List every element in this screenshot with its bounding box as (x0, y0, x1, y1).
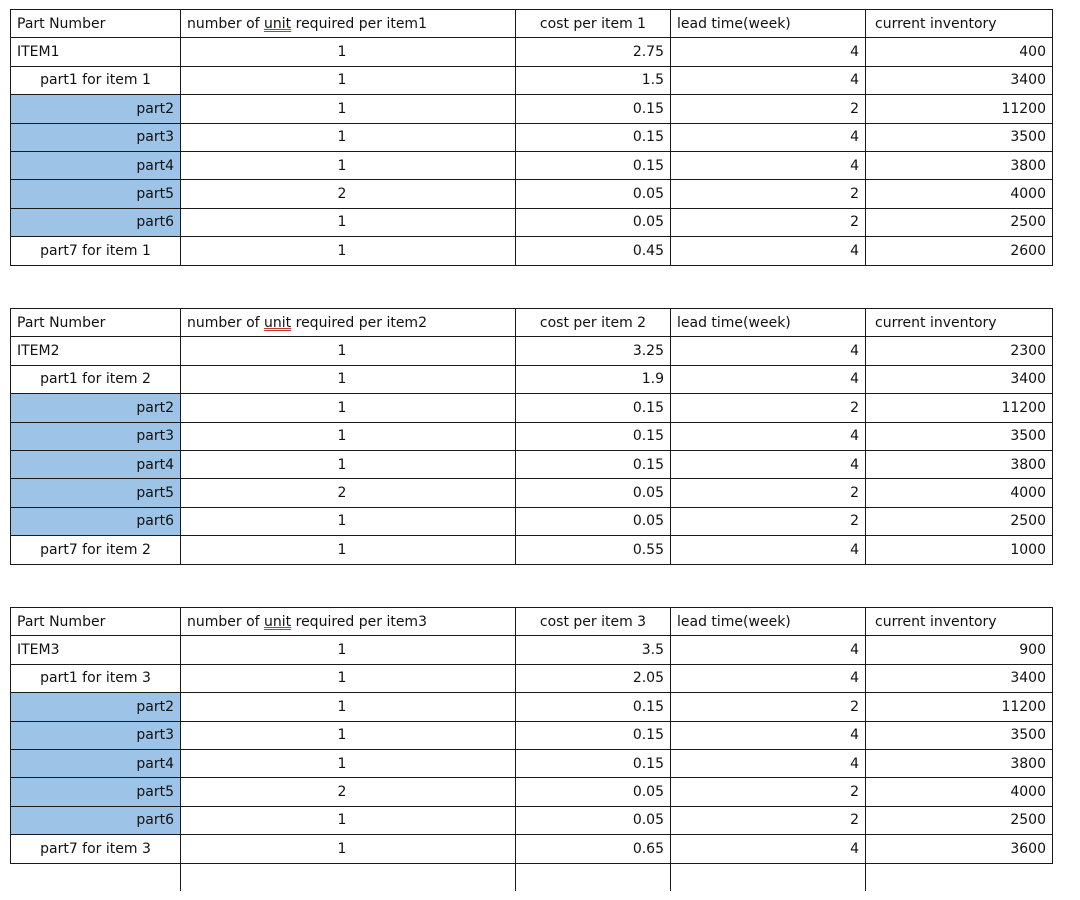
parts-table-item3 (10, 607, 1053, 891)
cell-lead-time[interactable]: 4 (671, 151, 866, 179)
cell-cost[interactable]: 0.05 (516, 806, 671, 834)
cell-units[interactable]: 1 (181, 693, 516, 721)
cell-lead-time[interactable]: 4 (671, 664, 866, 692)
cell-inventory[interactable]: 11200 (866, 95, 1053, 123)
empty-cell[interactable] (671, 863, 866, 891)
cell-lead-time[interactable]: 4 (671, 835, 866, 863)
cell-inventory[interactable]: 3400 (866, 66, 1053, 94)
parts-table-item1 (10, 9, 1053, 266)
cell-cost[interactable]: 1.5 (516, 66, 671, 94)
cell-part-highlighted[interactable]: part3 (11, 123, 181, 151)
table-row (11, 749, 1053, 777)
header-lead-time[interactable]: lead time(week) (671, 608, 866, 636)
cell-units[interactable]: 1 (181, 38, 516, 66)
cell-cost[interactable]: 1.9 (516, 365, 671, 393)
cell-units[interactable]: 1 (181, 123, 516, 151)
cell-inventory[interactable]: 2500 (866, 208, 1053, 236)
cell-part-highlighted[interactable]: part6 (11, 208, 181, 236)
cell-units[interactable]: 2 (181, 479, 516, 507)
cell-inventory[interactable]: 4000 (866, 778, 1053, 806)
table-row (11, 180, 1053, 208)
cell-inventory[interactable]: 3800 (866, 151, 1053, 179)
header-units-required[interactable] (181, 309, 516, 337)
cell-inventory[interactable]: 4000 (866, 479, 1053, 507)
table-row (11, 835, 1053, 863)
cell-part-highlighted[interactable]: part2 (11, 693, 181, 721)
cell-units[interactable]: 1 (181, 95, 516, 123)
cell-part-highlighted[interactable]: part6 (11, 806, 181, 834)
header-cost[interactable]: cost per item 2 (516, 309, 671, 337)
header-units-suffix: required per item3 (291, 613, 427, 630)
cell-lead-time[interactable]: 2 (671, 806, 866, 834)
cell-inventory[interactable]: 3800 (866, 749, 1053, 777)
cell-part-highlighted[interactable]: part5 (11, 180, 181, 208)
cell-lead-time[interactable]: 2 (671, 394, 866, 422)
cell-cost[interactable]: 2.75 (516, 38, 671, 66)
header-row (11, 608, 1053, 636)
cell-units[interactable]: 2 (181, 778, 516, 806)
cell-units[interactable]: 1 (181, 835, 516, 863)
cell-cost[interactable]: 0.15 (516, 693, 671, 721)
cell-cost[interactable]: 0.15 (516, 151, 671, 179)
cell-lead-time[interactable]: 2 (671, 507, 866, 535)
table-row (11, 151, 1053, 179)
header-row (11, 10, 1053, 38)
table-row (11, 536, 1053, 564)
cell-part-highlighted[interactable]: part5 (11, 778, 181, 806)
table-row (11, 721, 1053, 749)
header-part-number[interactable]: Part Number (11, 608, 181, 636)
cell-lead-time[interactable]: 4 (671, 422, 866, 450)
cell-part[interactable]: ITEM3 (11, 636, 181, 664)
cell-cost[interactable]: 0.05 (516, 479, 671, 507)
table-row (11, 66, 1053, 94)
cell-units[interactable]: 1 (181, 151, 516, 179)
cell-units[interactable]: 1 (181, 337, 516, 365)
cell-cost[interactable]: 0.15 (516, 95, 671, 123)
header-inventory[interactable]: current inventory (866, 608, 1053, 636)
header-lead-time[interactable]: lead time(week) (671, 309, 866, 337)
cell-cost[interactable]: 0.05 (516, 778, 671, 806)
cell-cost[interactable]: 2.05 (516, 664, 671, 692)
cell-lead-time[interactable]: 4 (671, 123, 866, 151)
parts-table-item2 (10, 308, 1053, 565)
cell-lead-time[interactable]: 4 (671, 749, 866, 777)
empty-cell[interactable] (181, 863, 516, 891)
cell-cost[interactable]: 0.15 (516, 422, 671, 450)
cell-lead-time[interactable]: 2 (671, 208, 866, 236)
header-units-suffix: required per item1 (291, 15, 427, 32)
cell-inventory[interactable]: 11200 (866, 394, 1053, 422)
cell-units[interactable]: 1 (181, 721, 516, 749)
cell-units[interactable]: 1 (181, 806, 516, 834)
cell-inventory[interactable]: 11200 (866, 693, 1053, 721)
header-units-prefix: number of (187, 314, 265, 331)
table-row (11, 95, 1053, 123)
cell-inventory[interactable]: 3500 (866, 123, 1053, 151)
cell-inventory[interactable]: 2300 (866, 337, 1053, 365)
cell-lead-time[interactable]: 2 (671, 180, 866, 208)
cell-units[interactable]: 1 (181, 507, 516, 535)
cell-lead-time[interactable]: 2 (671, 479, 866, 507)
empty-cell[interactable] (11, 863, 181, 891)
cell-part-highlighted[interactable]: part4 (11, 749, 181, 777)
cell-cost[interactable]: 0.15 (516, 749, 671, 777)
header-units-suffix: required per item2 (291, 314, 427, 331)
cell-cost[interactable]: 0.55 (516, 536, 671, 564)
cell-units[interactable]: 1 (181, 422, 516, 450)
cell-cost[interactable]: 3.25 (516, 337, 671, 365)
header-units-prefix: number of (187, 15, 265, 32)
cell-inventory[interactable]: 2500 (866, 507, 1053, 535)
cell-inventory[interactable]: 3800 (866, 450, 1053, 478)
cell-inventory[interactable]: 3500 (866, 422, 1053, 450)
cell-cost[interactable]: 0.65 (516, 835, 671, 863)
header-units-required[interactable] (181, 10, 516, 38)
cell-lead-time[interactable]: 4 (671, 721, 866, 749)
cell-part-highlighted[interactable]: part5 (11, 479, 181, 507)
cell-inventory[interactable]: 4000 (866, 180, 1053, 208)
cell-lead-time[interactable]: 4 (671, 636, 866, 664)
cell-inventory[interactable]: 3600 (866, 835, 1053, 863)
cell-part[interactable]: part7 for item 2 (11, 536, 181, 564)
cell-cost[interactable]: 0.05 (516, 180, 671, 208)
table-row (11, 337, 1053, 365)
cell-inventory[interactable]: 2500 (866, 806, 1053, 834)
cell-cost[interactable]: 0.15 (516, 394, 671, 422)
header-inventory[interactable]: current inventory (866, 309, 1053, 337)
cell-part[interactable]: part7 for item 3 (11, 835, 181, 863)
table-row (11, 38, 1053, 66)
header-part-number[interactable]: Part Number (11, 309, 181, 337)
cell-units[interactable]: 1 (181, 365, 516, 393)
header-lead-time[interactable]: lead time(week) (671, 10, 866, 38)
cell-part[interactable]: part1 for item 1 (11, 66, 181, 94)
cell-cost[interactable]: 0.15 (516, 721, 671, 749)
empty-cell[interactable] (866, 863, 1053, 891)
cell-part-highlighted[interactable]: part4 (11, 151, 181, 179)
header-part-number[interactable]: Part Number (11, 10, 181, 38)
header-units-prefix: number of (187, 613, 265, 630)
table-row (11, 208, 1053, 236)
table-row (11, 479, 1053, 507)
table-row (11, 778, 1053, 806)
cell-units[interactable]: 2 (181, 180, 516, 208)
header-units-required[interactable] (181, 608, 516, 636)
cell-part-highlighted[interactable]: part2 (11, 394, 181, 422)
cell-lead-time[interactable]: 4 (671, 536, 866, 564)
spellcheck-word: unit (264, 314, 292, 331)
cell-inventory[interactable]: 2600 (866, 237, 1053, 265)
table-row (11, 450, 1053, 478)
cell-lead-time[interactable]: 2 (671, 693, 866, 721)
spellcheck-word: unit (264, 613, 292, 630)
cell-cost[interactable]: 0.05 (516, 208, 671, 236)
cell-cost[interactable]: 0.15 (516, 450, 671, 478)
empty-cell[interactable] (516, 863, 671, 891)
cell-units[interactable]: 1 (181, 66, 516, 94)
cell-cost[interactable]: 0.45 (516, 237, 671, 265)
cell-part[interactable]: ITEM2 (11, 337, 181, 365)
cell-part[interactable]: part1 for item 3 (11, 664, 181, 692)
cell-units[interactable]: 1 (181, 664, 516, 692)
cell-units[interactable]: 1 (181, 536, 516, 564)
cell-units[interactable]: 1 (181, 636, 516, 664)
cell-units[interactable]: 1 (181, 394, 516, 422)
cell-lead-time[interactable]: 4 (671, 237, 866, 265)
cell-inventory[interactable]: 3400 (866, 664, 1053, 692)
header-row (11, 309, 1053, 337)
cell-lead-time[interactable]: 2 (671, 95, 866, 123)
cell-inventory[interactable]: 1000 (866, 536, 1053, 564)
cell-lead-time[interactable]: 4 (671, 450, 866, 478)
cell-cost[interactable]: 0.05 (516, 507, 671, 535)
header-inventory[interactable]: current inventory (866, 10, 1053, 38)
table-row (11, 664, 1053, 692)
cell-part[interactable]: part7 for item 1 (11, 237, 181, 265)
header-cost[interactable]: cost per item 3 (516, 608, 671, 636)
table-row (11, 693, 1053, 721)
cell-units[interactable]: 1 (181, 450, 516, 478)
header-cost[interactable]: cost per item 1 (516, 10, 671, 38)
cell-units[interactable]: 1 (181, 749, 516, 777)
cell-lead-time[interactable]: 4 (671, 66, 866, 94)
table-row (11, 806, 1053, 834)
cell-part-highlighted[interactable]: part3 (11, 422, 181, 450)
spellcheck-word: unit (264, 15, 292, 32)
cell-inventory[interactable]: 3400 (866, 365, 1053, 393)
cell-inventory[interactable]: 400 (866, 38, 1053, 66)
cell-cost[interactable]: 0.15 (516, 123, 671, 151)
empty-row (11, 863, 1053, 891)
cell-lead-time[interactable]: 4 (671, 337, 866, 365)
cell-units[interactable]: 1 (181, 208, 516, 236)
table-row (11, 237, 1053, 265)
cell-lead-time[interactable]: 4 (671, 365, 866, 393)
cell-units[interactable]: 1 (181, 237, 516, 265)
table-row (11, 507, 1053, 535)
table-row (11, 365, 1053, 393)
table-row (11, 422, 1053, 450)
cell-part-highlighted[interactable]: part6 (11, 507, 181, 535)
cell-part-highlighted[interactable]: part2 (11, 95, 181, 123)
table-row (11, 123, 1053, 151)
cell-part[interactable]: ITEM1 (11, 38, 181, 66)
cell-lead-time[interactable]: 4 (671, 38, 866, 66)
cell-part-highlighted[interactable]: part3 (11, 721, 181, 749)
cell-cost[interactable]: 3.5 (516, 636, 671, 664)
table-row (11, 394, 1053, 422)
cell-lead-time[interactable]: 2 (671, 778, 866, 806)
cell-inventory[interactable]: 900 (866, 636, 1053, 664)
cell-part-highlighted[interactable]: part4 (11, 450, 181, 478)
table-row (11, 636, 1053, 664)
cell-part[interactable]: part1 for item 2 (11, 365, 181, 393)
cell-inventory[interactable]: 3500 (866, 721, 1053, 749)
